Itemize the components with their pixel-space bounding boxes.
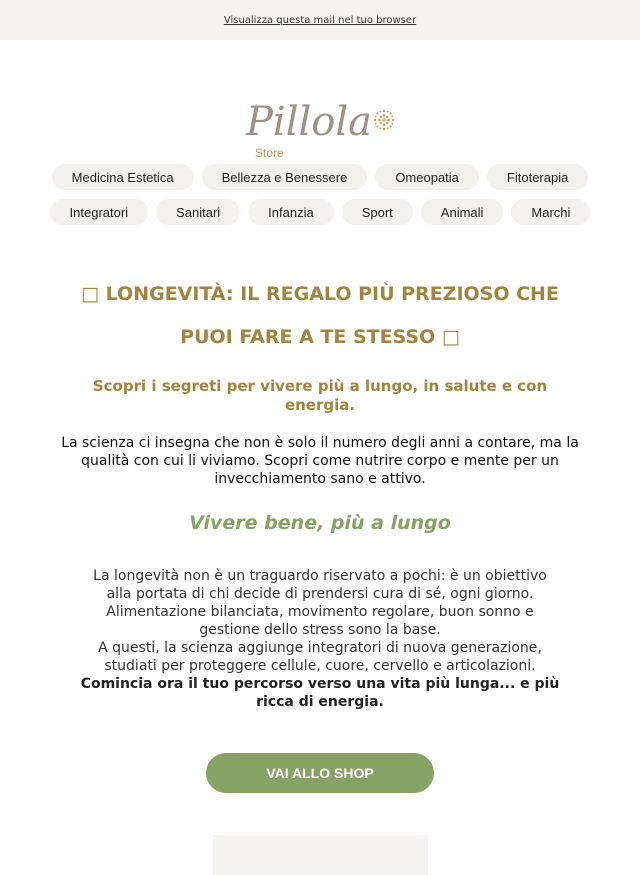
- top-bar: [0, 0, 640, 40]
- body-paragraph-2: A questi, la scienza aggiunge integratori di nuova generazione, studiati per proteggere cellule, cuore, cervello e articolazioni.: [98, 640, 542, 674]
- headline-line-2: PUOI FARE A TE STESSO □: [180, 326, 460, 348]
- body-text: [80, 567, 560, 711]
- category-nav-row-1: [0, 164, 640, 190]
- intro-text: La scienza ci insegna che non è solo il numero degli anni a contare, ma la qualità con cui li viviamo. Scopri come nutrire corpo e mente per un invecchiamento sano e attivo.: [61, 435, 579, 487]
- nav-item-infanzia[interactable]: Infanzia: [248, 199, 334, 225]
- shop-button[interactable]: VAI ALLO SHOP: [206, 753, 434, 793]
- nav-item-sanitari[interactable]: Sanitari: [156, 199, 240, 225]
- main-headline: [0, 273, 640, 359]
- sunburst-icon: [372, 108, 396, 132]
- view-in-browser-link[interactable]: Visualizza questa mail nel tuo browser: [223, 14, 417, 26]
- body-paragraph-1: La longevità non è un traguardo riservato a pochi: è un obiettivo alla portata di chi decide di prendersi cura di sé, ogni giorno. Alimentazione bilanciata, movimento regolare, buon sonno e gestione dello stress sono la base.: [93, 568, 547, 638]
- nav-item-marchi[interactable]: Marchi: [511, 199, 590, 225]
- headline-line-1: □ LONGEVITÀ: IL REGALO PIÙ PREZIOSO CHE: [81, 283, 559, 305]
- nav-item-integratori[interactable]: Integratori: [50, 199, 149, 225]
- nav-item-animali[interactable]: Animali: [421, 199, 504, 225]
- nav-item-medicina-estetica[interactable]: Medicina Estetica: [52, 164, 194, 190]
- logo-subtitle: Store: [255, 146, 284, 160]
- body-call-to-action-text: Comincia ora il tuo percorso verso una vita più lunga... e più ricca di energia.: [80, 676, 560, 710]
- nav-item-sport[interactable]: Sport: [342, 199, 413, 225]
- product-image-placeholder: [213, 835, 428, 875]
- category-nav-row-2: [0, 199, 640, 225]
- nav-item-omeopatia[interactable]: Omeopatia: [375, 164, 479, 190]
- section-heading: Vivere bene, più a lungo: [189, 512, 451, 534]
- store-logo[interactable]: [0, 40, 640, 160]
- subheadline: Scopri i segreti per vivere più a lungo, in salute e con energia.: [92, 377, 548, 414]
- nav-item-bellezza-benessere[interactable]: Bellezza e Benessere: [202, 164, 368, 190]
- logo-wordmark: Pillola: [246, 99, 373, 145]
- nav-item-fitoterapia[interactable]: Fitoterapia: [487, 164, 588, 190]
